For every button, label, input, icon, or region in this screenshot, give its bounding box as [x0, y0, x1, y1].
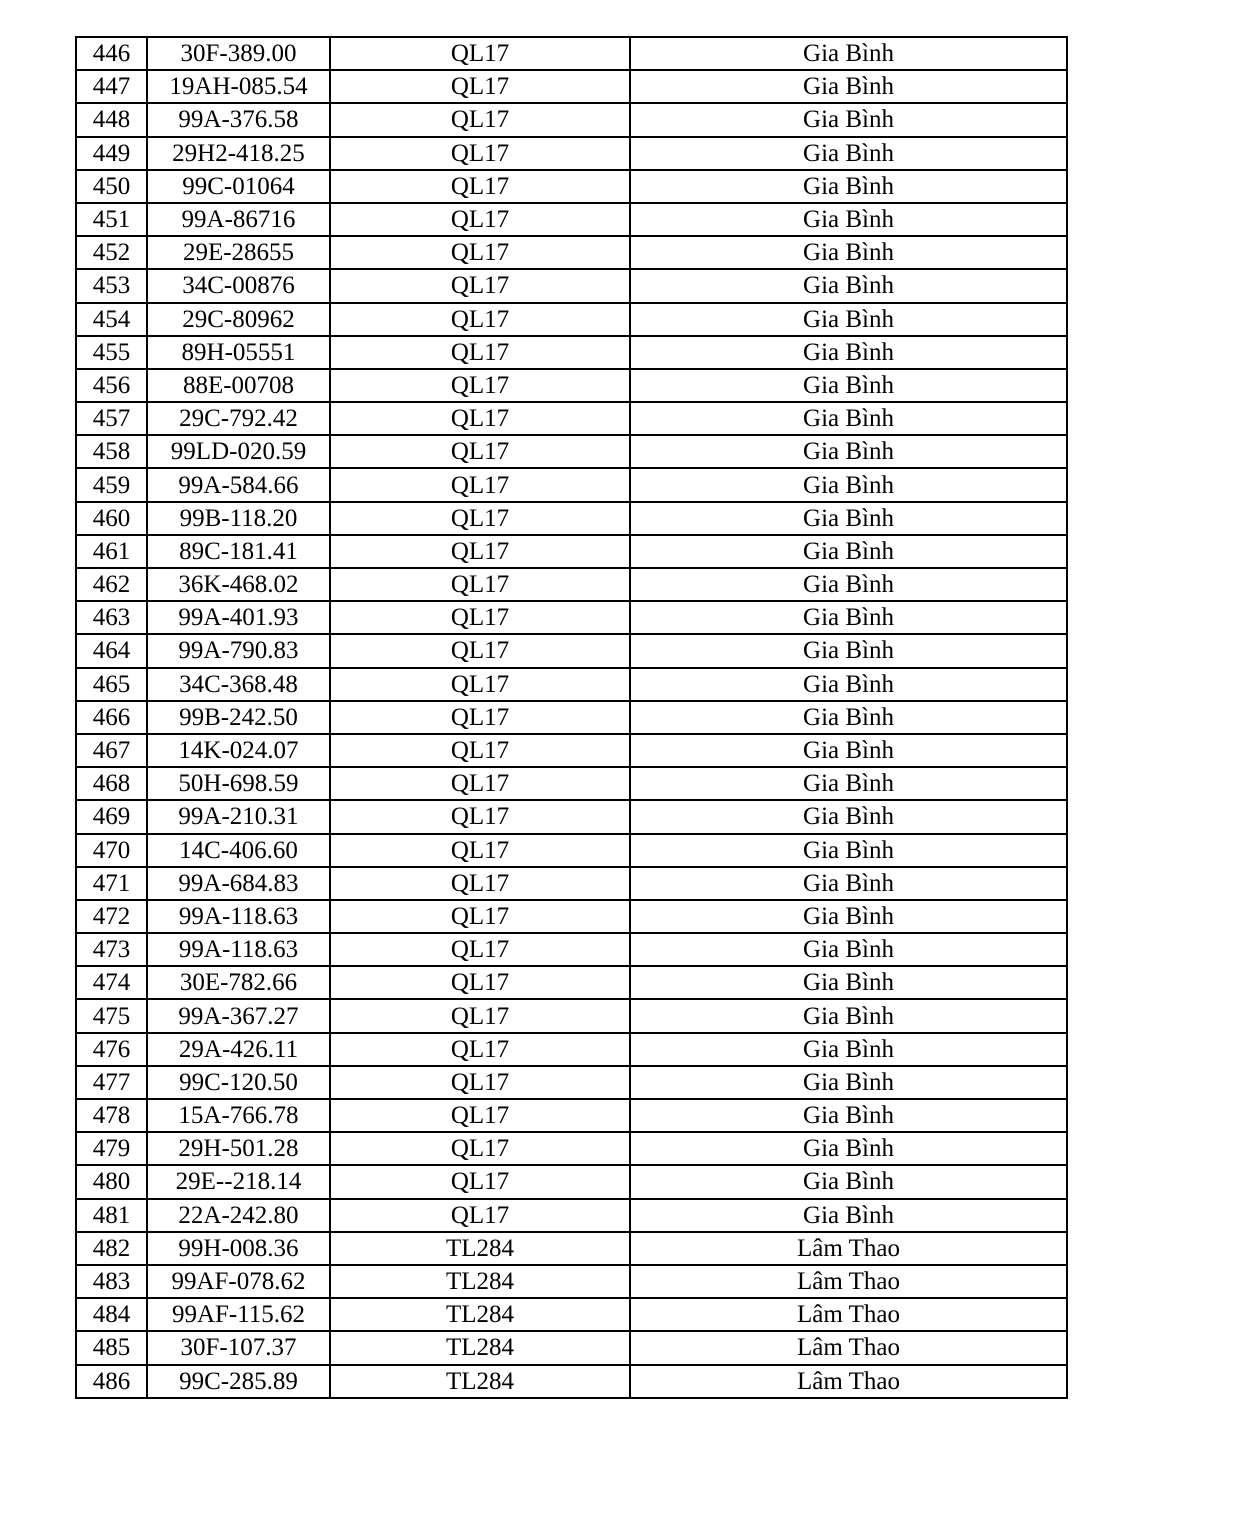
license-plate-cell: 99A-401.93	[147, 601, 330, 634]
license-plate-cell: 99B-242.50	[147, 701, 330, 734]
license-plate-cell: 29E-28655	[147, 236, 330, 269]
license-plate-cell: 29C-792.42	[147, 402, 330, 435]
row-number-cell: 484	[76, 1298, 147, 1331]
road-cell: QL17	[330, 668, 630, 701]
row-number-cell: 458	[76, 435, 147, 468]
table-row	[76, 1033, 1067, 1066]
row-number-cell: 472	[76, 900, 147, 933]
table-row	[76, 568, 1067, 601]
row-number-cell: 461	[76, 535, 147, 568]
table-row	[76, 269, 1067, 302]
row-number-cell: 470	[76, 834, 147, 867]
district-cell: Gia Bình	[630, 800, 1067, 833]
row-number-cell: 456	[76, 369, 147, 402]
table-row	[76, 468, 1067, 501]
row-number-cell: 448	[76, 103, 147, 136]
district-cell: Gia Bình	[630, 402, 1067, 435]
row-number-cell: 473	[76, 933, 147, 966]
license-plate-cell: 30F-389.00	[147, 37, 330, 70]
district-cell: Gia Bình	[630, 170, 1067, 203]
table-row	[76, 767, 1067, 800]
table-row	[76, 1132, 1067, 1165]
road-cell: QL17	[330, 137, 630, 170]
road-cell: QL17	[330, 634, 630, 667]
table-row	[76, 170, 1067, 203]
district-cell: Gia Bình	[630, 336, 1067, 369]
road-cell: QL17	[330, 1066, 630, 1099]
license-plate-cell: 99H-008.36	[147, 1232, 330, 1265]
road-cell: QL17	[330, 336, 630, 369]
road-cell: QL17	[330, 999, 630, 1032]
table-row	[76, 1099, 1067, 1132]
district-cell: Gia Bình	[630, 966, 1067, 999]
license-plate-cell: 99A-118.63	[147, 933, 330, 966]
row-number-cell: 482	[76, 1232, 147, 1265]
row-number-cell: 477	[76, 1066, 147, 1099]
road-cell: QL17	[330, 568, 630, 601]
license-plate-cell: 22A-242.80	[147, 1199, 330, 1232]
table-row	[76, 734, 1067, 767]
road-cell: QL17	[330, 535, 630, 568]
road-cell: QL17	[330, 103, 630, 136]
table-row	[76, 535, 1067, 568]
road-cell: QL17	[330, 37, 630, 70]
district-cell: Gia Bình	[630, 502, 1067, 535]
row-number-cell: 486	[76, 1365, 147, 1398]
license-plate-cell: 19AH-085.54	[147, 70, 330, 103]
table-row	[76, 1298, 1067, 1331]
road-cell: QL17	[330, 203, 630, 236]
table-row	[76, 502, 1067, 535]
district-cell: Gia Bình	[630, 668, 1067, 701]
row-number-cell: 478	[76, 1099, 147, 1132]
license-plate-cell: 14C-406.60	[147, 834, 330, 867]
table-row	[76, 1165, 1067, 1198]
license-plate-cell: 29H-501.28	[147, 1132, 330, 1165]
table-row	[76, 1331, 1067, 1364]
row-number-cell: 469	[76, 800, 147, 833]
district-cell: Gia Bình	[630, 999, 1067, 1032]
district-cell: Lâm Thao	[630, 1365, 1067, 1398]
road-cell: QL17	[330, 1199, 630, 1232]
table-row	[76, 303, 1067, 336]
row-number-cell: 462	[76, 568, 147, 601]
district-cell: Gia Bình	[630, 568, 1067, 601]
district-cell: Gia Bình	[630, 1132, 1067, 1165]
district-cell: Gia Bình	[630, 137, 1067, 170]
license-plate-cell: 99A-376.58	[147, 103, 330, 136]
license-plate-cell: 89H-05551	[147, 336, 330, 369]
row-number-cell: 455	[76, 336, 147, 369]
district-cell: Gia Bình	[630, 734, 1067, 767]
road-cell: QL17	[330, 303, 630, 336]
table-row	[76, 203, 1067, 236]
row-number-cell: 459	[76, 468, 147, 501]
table-row	[76, 336, 1067, 369]
district-cell: Gia Bình	[630, 70, 1067, 103]
row-number-cell: 454	[76, 303, 147, 336]
table-row	[76, 37, 1067, 70]
table-row	[76, 137, 1067, 170]
district-cell: Gia Bình	[630, 1099, 1067, 1132]
row-number-cell: 449	[76, 137, 147, 170]
road-cell: TL284	[330, 1365, 630, 1398]
row-number-cell: 468	[76, 767, 147, 800]
row-number-cell: 476	[76, 1033, 147, 1066]
district-cell: Lâm Thao	[630, 1232, 1067, 1265]
license-plate-cell: 99AF-078.62	[147, 1265, 330, 1298]
road-cell: QL17	[330, 402, 630, 435]
license-plate-cell: 99C-120.50	[147, 1066, 330, 1099]
license-plate-cell: 99A-210.31	[147, 800, 330, 833]
row-number-cell: 475	[76, 999, 147, 1032]
license-plate-cell: 89C-181.41	[147, 535, 330, 568]
row-number-cell: 450	[76, 170, 147, 203]
district-cell: Gia Bình	[630, 103, 1067, 136]
road-cell: QL17	[330, 767, 630, 800]
district-cell: Gia Bình	[630, 1199, 1067, 1232]
district-cell: Gia Bình	[630, 1066, 1067, 1099]
district-cell: Gia Bình	[630, 269, 1067, 302]
district-cell: Lâm Thao	[630, 1265, 1067, 1298]
row-number-cell: 451	[76, 203, 147, 236]
road-cell: QL17	[330, 170, 630, 203]
license-plate-cell: 99LD-020.59	[147, 435, 330, 468]
table-row	[76, 634, 1067, 667]
license-plate-cell: 29E--218.14	[147, 1165, 330, 1198]
row-number-cell: 474	[76, 966, 147, 999]
table-body	[76, 37, 1067, 1398]
row-number-cell: 466	[76, 701, 147, 734]
road-cell: QL17	[330, 236, 630, 269]
row-number-cell: 465	[76, 668, 147, 701]
license-plate-cell: 29H2-418.25	[147, 137, 330, 170]
road-cell: QL17	[330, 701, 630, 734]
table-row	[76, 933, 1067, 966]
vehicle-list-table	[75, 36, 1068, 1399]
row-number-cell: 485	[76, 1331, 147, 1364]
district-cell: Gia Bình	[630, 369, 1067, 402]
table-row	[76, 999, 1067, 1032]
road-cell: QL17	[330, 468, 630, 501]
district-cell: Gia Bình	[630, 435, 1067, 468]
license-plate-cell: 15A-766.78	[147, 1099, 330, 1132]
road-cell: TL284	[330, 1331, 630, 1364]
license-plate-cell: 29C-80962	[147, 303, 330, 336]
road-cell: QL17	[330, 900, 630, 933]
license-plate-cell: 99A-86716	[147, 203, 330, 236]
row-number-cell: 457	[76, 402, 147, 435]
license-plate-cell: 99C-285.89	[147, 1365, 330, 1398]
district-cell: Gia Bình	[630, 468, 1067, 501]
road-cell: QL17	[330, 800, 630, 833]
district-cell: Gia Bình	[630, 900, 1067, 933]
table-row	[76, 435, 1067, 468]
row-number-cell: 483	[76, 1265, 147, 1298]
row-number-cell: 479	[76, 1132, 147, 1165]
table-row	[76, 1365, 1067, 1398]
road-cell: QL17	[330, 70, 630, 103]
district-cell: Gia Bình	[630, 1033, 1067, 1066]
row-number-cell: 467	[76, 734, 147, 767]
license-plate-cell: 29A-426.11	[147, 1033, 330, 1066]
road-cell: QL17	[330, 601, 630, 634]
license-plate-cell: 34C-00876	[147, 269, 330, 302]
license-plate-cell: 99A-584.66	[147, 468, 330, 501]
district-cell: Gia Bình	[630, 701, 1067, 734]
road-cell: QL17	[330, 867, 630, 900]
license-plate-cell: 99A-684.83	[147, 867, 330, 900]
table-row	[76, 867, 1067, 900]
table-row	[76, 1232, 1067, 1265]
license-plate-cell: 99B-118.20	[147, 502, 330, 535]
license-plate-cell: 88E-00708	[147, 369, 330, 402]
table-row	[76, 966, 1067, 999]
road-cell: QL17	[330, 1132, 630, 1165]
table-row	[76, 1066, 1067, 1099]
road-cell: QL17	[330, 1165, 630, 1198]
district-cell: Gia Bình	[630, 37, 1067, 70]
table-row	[76, 701, 1067, 734]
table-row	[76, 834, 1067, 867]
row-number-cell: 453	[76, 269, 147, 302]
road-cell: QL17	[330, 834, 630, 867]
row-number-cell: 452	[76, 236, 147, 269]
road-cell: TL284	[330, 1232, 630, 1265]
license-plate-cell: 50H-698.59	[147, 767, 330, 800]
row-number-cell: 447	[76, 70, 147, 103]
road-cell: QL17	[330, 502, 630, 535]
license-plate-cell: 34C-368.48	[147, 668, 330, 701]
license-plate-cell: 99AF-115.62	[147, 1298, 330, 1331]
district-cell: Gia Bình	[630, 933, 1067, 966]
table-row	[76, 236, 1067, 269]
district-cell: Gia Bình	[630, 601, 1067, 634]
table-row	[76, 103, 1067, 136]
license-plate-cell: 99C-01064	[147, 170, 330, 203]
table-row	[76, 369, 1067, 402]
license-plate-cell: 36K-468.02	[147, 568, 330, 601]
district-cell: Gia Bình	[630, 303, 1067, 336]
license-plate-cell: 99A-367.27	[147, 999, 330, 1032]
row-number-cell: 481	[76, 1199, 147, 1232]
table-row	[76, 900, 1067, 933]
district-cell: Lâm Thao	[630, 1331, 1067, 1364]
road-cell: QL17	[330, 933, 630, 966]
table-row	[76, 70, 1067, 103]
row-number-cell: 446	[76, 37, 147, 70]
road-cell: QL17	[330, 1099, 630, 1132]
road-cell: QL17	[330, 966, 630, 999]
table-row	[76, 800, 1067, 833]
district-cell: Gia Bình	[630, 203, 1067, 236]
district-cell: Lâm Thao	[630, 1298, 1067, 1331]
road-cell: TL284	[330, 1298, 630, 1331]
license-plate-cell: 99A-790.83	[147, 634, 330, 667]
road-cell: QL17	[330, 269, 630, 302]
license-plate-cell: 30E-782.66	[147, 966, 330, 999]
district-cell: Gia Bình	[630, 834, 1067, 867]
license-plate-cell: 14K-024.07	[147, 734, 330, 767]
row-number-cell: 480	[76, 1165, 147, 1198]
district-cell: Gia Bình	[630, 767, 1067, 800]
license-plate-cell: 30F-107.37	[147, 1331, 330, 1364]
table-row	[76, 1265, 1067, 1298]
license-plate-cell: 99A-118.63	[147, 900, 330, 933]
table-row	[76, 1199, 1067, 1232]
table-row	[76, 601, 1067, 634]
road-cell: QL17	[330, 734, 630, 767]
road-cell: QL17	[330, 1033, 630, 1066]
road-cell: TL284	[330, 1265, 630, 1298]
row-number-cell: 471	[76, 867, 147, 900]
district-cell: Gia Bình	[630, 1165, 1067, 1198]
district-cell: Gia Bình	[630, 535, 1067, 568]
row-number-cell: 464	[76, 634, 147, 667]
district-cell: Gia Bình	[630, 236, 1067, 269]
district-cell: Gia Bình	[630, 634, 1067, 667]
row-number-cell: 463	[76, 601, 147, 634]
row-number-cell: 460	[76, 502, 147, 535]
road-cell: QL17	[330, 369, 630, 402]
district-cell: Gia Bình	[630, 867, 1067, 900]
road-cell: QL17	[330, 435, 630, 468]
table-row	[76, 402, 1067, 435]
table-row	[76, 668, 1067, 701]
